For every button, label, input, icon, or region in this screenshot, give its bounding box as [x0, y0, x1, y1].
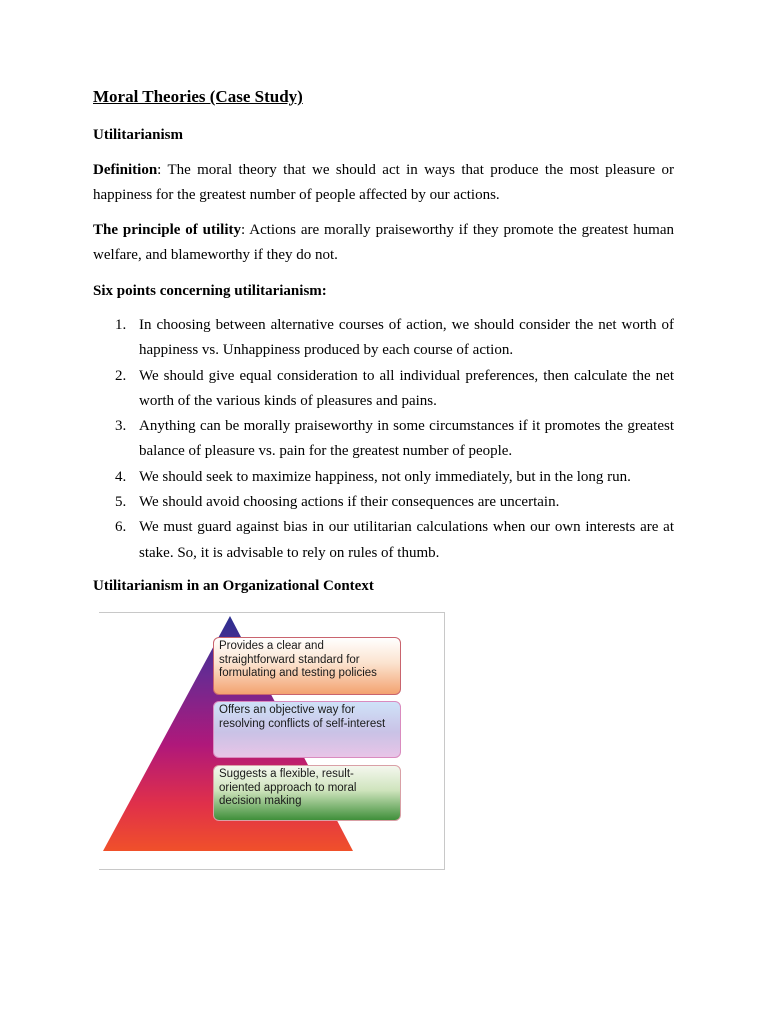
- six-points-list: [93, 313, 674, 566]
- principle-label: The principle of utility: [93, 222, 242, 238]
- list-item: [93, 313, 674, 364]
- principle-text: : Actions are morally praiseworthy if they promote the greatest human welfare, and blameworthy if they do not.: [93, 222, 675, 263]
- list-number: 6.: [115, 519, 127, 536]
- pyramid-figure: [99, 612, 445, 870]
- list-number: 2.: [115, 367, 127, 384]
- list-number: 1.: [115, 317, 127, 333]
- pyramid-box-bottom: Suggests a flexible, result-oriented approach to moral decision making: [213, 765, 401, 821]
- list-item-text: We must guard against bias in our utilitarian calculations when our own interests are at stake. So, it is advisable to rely on rules of thumb.: [139, 519, 674, 561]
- six-points-heading: Six points concerning utilitarianism:: [93, 283, 327, 299]
- list-item: [93, 465, 674, 490]
- definition-paragraph: [93, 158, 674, 208]
- list-item: [93, 364, 674, 415]
- list-number: 4.: [115, 468, 127, 485]
- list-item-text: We should avoid choosing actions if their consequences are uncertain.: [139, 494, 560, 511]
- list-item: [93, 515, 674, 566]
- list-item: [93, 414, 674, 465]
- page-title: Moral Theories (Case Study): [93, 87, 303, 106]
- org-context-heading: Utilitarianism in an Organizational Context: [93, 578, 374, 594]
- definition-text: : The moral theory that we should act in ways that produce the most pleasure or happiness for the greatest number of people affected by our actions.: [93, 162, 674, 203]
- pyramid-box-middle: Offers an objective way for resolving conflicts of self-interest: [213, 701, 401, 758]
- list-item-text: Anything can be morally praiseworthy in some circumstances if it promotes the greatest balance of pleasure vs. pain for the greatest number of people.: [139, 418, 674, 460]
- list-item-text: We should seek to maximize happiness, not only immediately, but in the long run.: [139, 468, 631, 485]
- list-number: 5.: [115, 494, 127, 511]
- principle-paragraph: [93, 218, 674, 268]
- list-item: [93, 490, 674, 515]
- list-number: 3.: [115, 418, 127, 435]
- list-item-text: In choosing between alternative courses of action, we should consider the net worth of happiness vs. Unhappiness produced by each course of action.: [139, 317, 674, 359]
- pyramid-box-top: Provides a clear and straightforward standard for formulating and testing policies: [213, 637, 401, 695]
- section-heading-utilitarianism: Utilitarianism: [93, 127, 183, 143]
- definition-label: Definition: [93, 162, 158, 178]
- list-item-text: We should give equal consideration to all individual preferences, then calculate the net worth of the various kinds of pleasures and pains.: [139, 367, 674, 409]
